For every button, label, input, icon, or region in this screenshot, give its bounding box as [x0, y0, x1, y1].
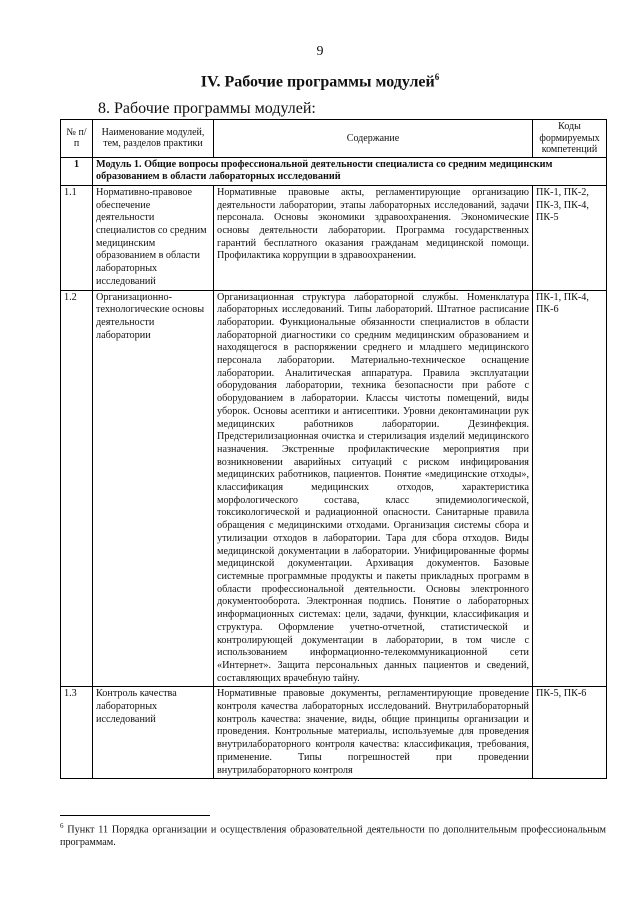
header-codes: Коды формируемых компетенций: [533, 120, 607, 158]
subsection-title: 8. Рабочие программы модулей:: [98, 100, 316, 117]
row-name: Контроль качества лабораторных исследований: [93, 687, 214, 779]
row-codes: ПК-1, ПК-2, ПК-3, ПК-4, ПК-5: [533, 185, 607, 290]
table-header-row: [61, 120, 607, 158]
row-num: 1.1: [61, 185, 93, 290]
footnote: [60, 820, 606, 849]
row-name: Организационно-технологические основы деятельности лаборатории: [93, 290, 214, 687]
footnote-text: Пункт 11 Порядка организации и осуществления образовательной деятельности по дополнительным профессиональным программам.: [60, 824, 607, 849]
row-codes: ПК-1, ПК-4, ПК-6: [533, 290, 607, 687]
modules-table: [60, 119, 607, 779]
row-codes: ПК-5, ПК-6: [533, 687, 607, 779]
footnote-divider: [60, 815, 210, 816]
footnote-reference: 6: [434, 72, 440, 82]
section-title: [0, 72, 640, 91]
row-content: Нормативные правовые документы, регламентирующие проведение контроля качества лабораторных исследований. Внутрилабораторный контроль качества: значение, виды, общие принципы организации и проведения. Контрольные материалы, используемые для проведения внутрилабораторного контроля качества: классификация, требования, применение. Типы погрешностей при проведении внутрилабораторного контроля: [214, 687, 533, 779]
header-content: Содержание: [214, 120, 533, 158]
table-row: [61, 185, 607, 290]
page-number: 9: [316, 44, 324, 59]
row-num: 1.2: [61, 290, 93, 687]
module-num: 1: [61, 157, 93, 185]
row-content: Организационная структура лабораторной службы. Номенклатура лабораторных исследований. Типы лабораторий. Штатное расписание лаборатории. Функциональные обязанности специалистов в области лабораторной диагностики со средним медицинским образованием и находящегося в распоряжении среднего и младшего медицинского персонала лаборатории. Материально-техническое оснащение лаборатории. Аналитическая аппаратура. Правила эксплуатации оборудования лаборатории, техника безопасности при работе с оборудованием в лаборатории. Классы чистоты помещений, виды уборок. Основы асептики и антисептики. Уровни деконтаминации рук медицинских работников лаборатории. Дезинфекция. Предстерилизационная очистка и стерилизация изделий медицинского назначения. Экстренные профилактические мероприятия при возникновении аварийных ситуаций с риском инфицирования медицинских работников, пациентов. Понятие «медицинские отходы», классификация медицинских отходов, характеристика морфологического состава, класс эпидемиологической, токсикологической и радиационной опасности. Санитарные правила обращения с медицинскими отходами. Организация системы сбора и утилизации отходов в лаборатории. Тара для сбора отходов. Виды медицинской документации в лаборатории. Унифицированные формы медицинской документации. Архивация документов. Базовые системные программные продукты и пакеты прикладных программ в области профессиональной деятельности. Основы электронного документооборота. Электронная подпись. Понятие о лабораторных информационных системах: цели, задачи, функции, классификация и структура. Оформление учетно-отчетной, статистической и контролирующей документации в лаборатории, в том числе с использованием информационно-телекоммуникационной сети «Интернет». Защита персональных данных пациентов и сведений, составляющих врачебную тайну.: [214, 290, 533, 687]
module-row: [61, 157, 607, 185]
row-content: Нормативные правовые акты, регламентирующие организацию деятельности лаборатории, этапы лабораторных исследований, задачи персонала. Основы экономики здравоохранения. Экономические основы деятельности лаборатории. Программа государственных гарантий бесплатного оказания гражданам медицинской помощи. Профилактика коррупции в здравоохранении.: [214, 185, 533, 290]
header-num: № п/п: [61, 120, 93, 158]
module-title: Модуль 1. Общие вопросы профессиональной деятельности специалиста со средним медицинским образованием в области лабораторных исследований: [93, 157, 607, 185]
header-name: Наименование модулей, тем, разделов практики: [93, 120, 214, 158]
row-name: Нормативно-правовое обеспечение деятельности специалистов со средним медицинским образованием в области лабораторных исследований: [93, 185, 214, 290]
footnote-mark: 6: [60, 822, 64, 830]
table-row: [61, 687, 607, 779]
section-title-text: IV. Рабочие программы модулей: [200, 73, 435, 91]
row-num: 1.3: [61, 687, 93, 779]
table-row: [61, 290, 607, 687]
